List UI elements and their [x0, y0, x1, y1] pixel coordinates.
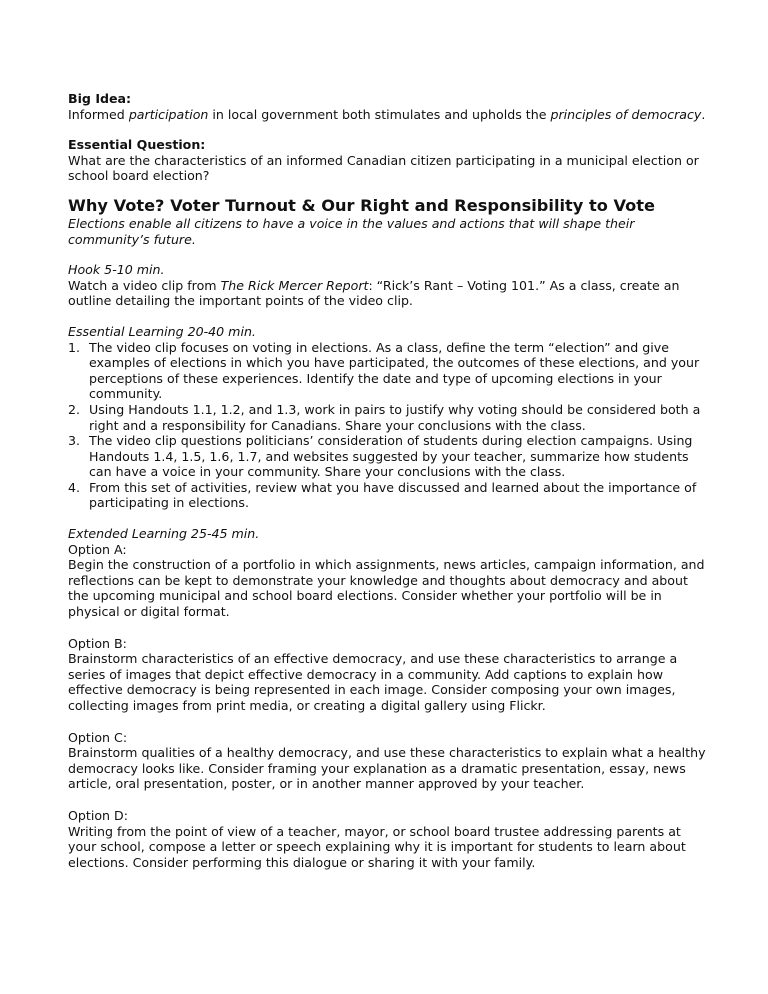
essential-learning-label: Essential Learning 20-40 min.	[68, 323, 256, 339]
list-item: 3. The video clip questions politicians’ consideration of students during election campaigns. Using Handouts 1.4, 1.5, 1.6, 1.7, and websites suggested by your teacher, summarize how students can have a voice in your community. Share your conclusions with the class.	[68, 433, 693, 480]
list-item: 1. The video clip focuses on voting in elections. As a class, define the term “election” and give examples of elections in which you have participated, the outcomes of these elections, and your perceptions of these experiences. Identify the date and type of upcoming elections in your community.	[68, 339, 700, 402]
option-a-text: Begin the construction of a portfolio in which assignments, news articles, campaign information, and reflections can be kept to demonstrate your knowledge and thoughts about democracy and about the upcoming municipal and school board elections. Consider whether your portfolio will be in physical or digital format.	[68, 557, 705, 620]
essential-question-label: Essential Question:	[68, 137, 206, 153]
section-subtitle: Elections enable all citizens to have a voice in the values and actions that will shape their community’s future.	[68, 215, 635, 247]
option-d-text: Writing from the point of view of a teacher, mayor, or school board trustee addressing parents at your school, compose a letter or speech explaining why it is important for students to learn about elections. Consider performing this dialogue or sharing it with your family.	[68, 823, 686, 870]
hook-text: Watch a video clip from The Rick Mercer Report: “Rick’s Rant – Voting 101.” As a class, create an outline detailing the important points of the video clip.	[68, 277, 680, 309]
section-title: Why Vote? Voter Turnout & Our Right and Responsibility to Vote	[68, 195, 655, 215]
big-idea-text: Informed participation in local government both stimulates and upholds the principles of democracy.	[68, 106, 706, 122]
option-a-label: Option A:	[68, 541, 127, 557]
option-b-text: Brainstorm characteristics of an effective democracy, and use these characteristics to arrange a series of images that depict effective democracy in a community. Add captions to explain how effective democracy is being represented in each image. Consider composing your own images, collecting images from print media, or creating a digital gallery using Flickr.	[68, 651, 678, 713]
big-idea-label: Big Idea:	[68, 91, 132, 106]
option-c-label: Option C:	[68, 729, 128, 745]
option-b-label: Option B:	[68, 635, 127, 651]
essential-learning-list	[68, 340, 708, 512]
hook-label: Hook 5-10 min.	[68, 262, 165, 278]
list-item: 2. Using Handouts 1.1, 1.2, and 1.3, work in pairs to justify why voting should be considered both a right and a responsibility for Canadians. Share your conclusions with the class.	[68, 401, 701, 433]
list-item: 4. From this set of activities, review what you have discussed and learned about the importance of participating in elections.	[68, 479, 697, 511]
essential-question-text: What are the characteristics of an informed Canadian citizen participating in a municipal election or school board election?	[68, 152, 699, 184]
option-c-text: Brainstorm qualities of a healthy democracy, and use these characteristics to explain what a healthy democracy looks like. Consider framing your explanation as a dramatic presentation, essay, news article, oral presentation, poster, or in another manner approved by your teacher.	[68, 745, 706, 792]
option-d-label: Option D:	[68, 807, 128, 823]
extended-learning-label: Extended Learning 25-45 min.	[68, 526, 260, 542]
